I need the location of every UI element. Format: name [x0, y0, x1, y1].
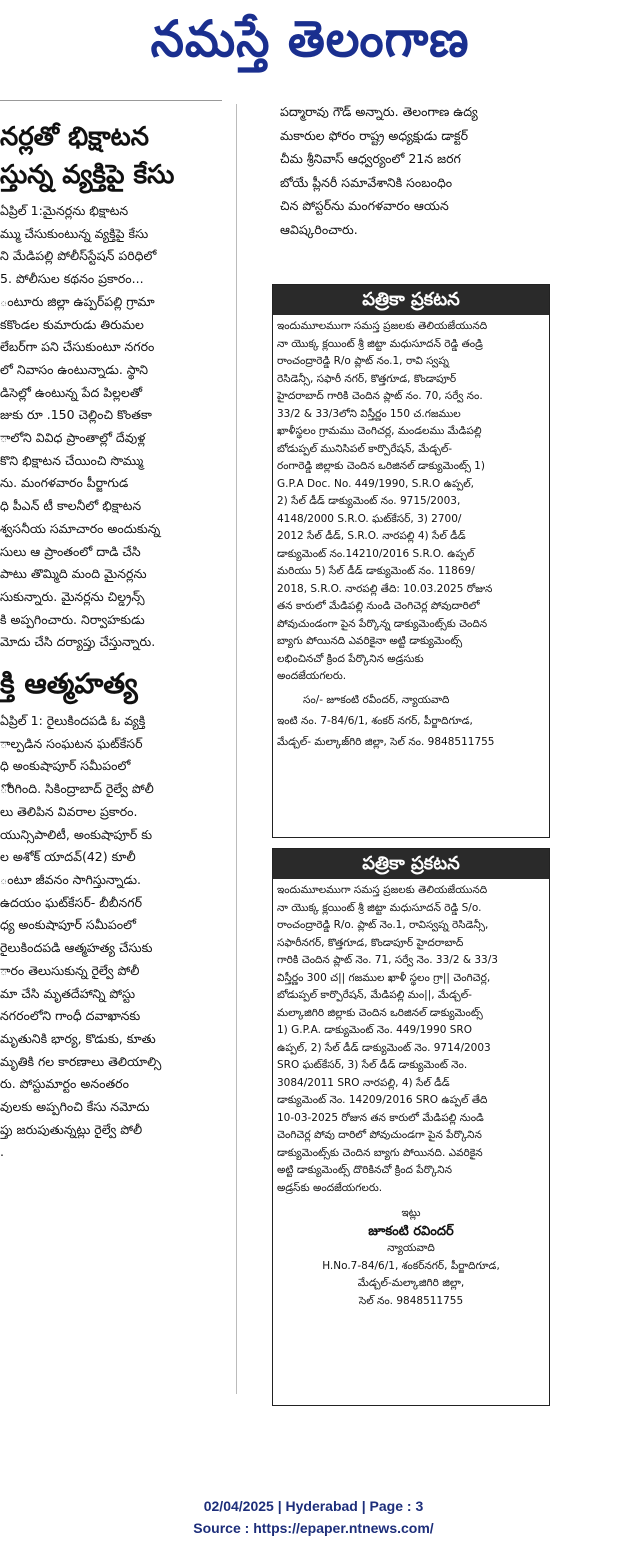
- notice-1-line: నా యొక్క క్లయింట్ శ్రీ జిట్టా మధుసూదన్ రెడ్డి తండ్రి: [277, 337, 483, 350]
- story1-line: ంటూరు జిల్లా ఉప్పర్‌పల్లి గ్రామా: [0, 293, 155, 309]
- story-2: [0, 710, 228, 1164]
- story2-line: మృతికి గల కారణాలు తెలియాల్సి: [0, 1053, 162, 1069]
- story1-line: ఏప్రిల్ 1:మైనర్లను భిక్షాటన: [0, 203, 129, 218]
- story2-line: వులకు అప్పగించి కేసు నమోదు: [0, 1099, 150, 1115]
- notice-1-line: రంగారెడ్డి జిల్లాకు చెందిన ఒరిజినల్ డాక్యుమెంట్స్ 1): [277, 460, 485, 472]
- headline-line-2: స్తున్న వ్యక్తిపై కేసు: [0, 160, 175, 190]
- notice-1-line: మరియు 5) సేల్ డీడ్ డాక్యుమెంట్ నం. 11869/: [277, 565, 475, 577]
- story2-line: యున్సిపాలిటీ, అంకుషాపూర్ కు: [0, 826, 153, 842]
- story1-line: కకొండల కుమారుడు తిరుమల: [0, 316, 144, 332]
- notice-2-line: చెంగిచెర్ల పోవు దారిలో పోవుచుండగా పైన పేర్కొనిన: [277, 1129, 482, 1141]
- notice-1-line: 4148/2000 S.R.O. ఘట్‌కేసర్, 3) 2700/: [277, 512, 462, 525]
- story2-line: ధి అంకుషాపూర్ సమీపంలో: [0, 758, 131, 774]
- story1-line: ధి పీఎన్ టీ కాలనీలో భిక్షాటన: [0, 498, 142, 514]
- story2-line: రు. పోస్టుమార్టం అనంతరం: [0, 1076, 129, 1092]
- story1-line: మోదు చేసి దర్యాప్తు చేస్తున్నారు.: [0, 634, 156, 650]
- notice-1-line: హైదరాబాద్ గారికి చెందిన ప్లాట్ నం. 70, సర్వే నం.: [277, 390, 483, 402]
- notice-2-line: అట్టి డాక్యుమెంట్స్ దొరికినచో క్రింద పేర్కొనిన: [277, 1164, 453, 1176]
- story1-line: శ్వసనీయ సమాచారం అందుకున్న: [0, 520, 161, 536]
- notice-1-address-1: ఇంటి నం. 7-84/6/1, శంకర్ నగర్, పీర్జాదిగూడ,: [277, 715, 473, 727]
- notice-1-line: 2012 సేల్ డీడ్, S.R.O. నారపల్లి 4) సేల్ డీడ్: [277, 530, 466, 542]
- notice-2-line: 3084/2011 SRO నారపల్లి, 4) సేల్ డీడ్: [277, 1076, 450, 1089]
- story1-line: పాటు తొమ్మిది మంది మైనర్లను: [0, 566, 147, 582]
- notice-1-title: పత్రికా ప్రకటన: [273, 285, 549, 315]
- notice-1-line: G.P.A Doc. No. 449/1990, S.R.O ఉప్పల్,: [277, 477, 475, 490]
- notice-2-line: డాక్యుమెంట్ నెం. 14209/2016 SRO ఉప్పల్ తేది: [277, 1094, 488, 1106]
- right-column-story: [280, 100, 560, 241]
- story2-line: నగరంలోని గాంధీ దవాఖానకు: [0, 1008, 141, 1024]
- headline-line-1: నర్లతో భిక్షాటన: [0, 122, 150, 152]
- story1-line: జుకు రూ .150 చెల్లించి కొంతకా: [0, 407, 152, 423]
- notice-1-line: బ్యాగు పోయినది ఎవరికైనా అట్టి డాక్యుమెంట్స్: [277, 635, 463, 647]
- right-story-line: ఆవిష్కరించారు.: [280, 221, 358, 237]
- public-notice-2: [272, 848, 550, 1406]
- story1-line: ని మేడిపల్లి పోలీస్‌స్టేషన్ పరిధిలో: [0, 248, 157, 264]
- notice-2-line: మల్కాజిగిరి జిల్లాకు చెందిన ఒరిజినల్ డాక్యుమెంట్స్: [277, 1006, 483, 1019]
- column-divider: [236, 104, 237, 1394]
- notice-1-line: డాక్యుమెంట్ నం.14210/2016 S.R.O. ఉప్పల్: [277, 547, 475, 560]
- notice-1-address-2: మేడ్చల్- మల్కాజ్‌గిరి జిల్లా, సెల్ నం. 9848511755: [277, 735, 495, 748]
- notice-1-line: 2018, S.R.O. నారపల్లి తేది: 10.03.2025 రోజున: [277, 582, 493, 595]
- right-story-line: పద్మారావు గౌడ్ అన్నారు. తెలంగాణ ఉద్య: [280, 104, 478, 119]
- notice-1-body: [273, 315, 549, 755]
- story1-line: లేబర్‌గా పని చేసుకుంటూ నగరం: [0, 339, 155, 355]
- story1-line: సుకున్నారు. మైనర్లను చిల్డ్రన్స్: [0, 588, 145, 604]
- right-story-line: బోయే ప్లీనరీ సమావేశానికి సంబంధిం: [280, 174, 453, 190]
- story2-line: ోరిగింది. సికింద్రాబాద్ రైల్వే పోలీ: [0, 781, 154, 797]
- notice-1-line: అందజేయగలరు.: [277, 670, 347, 682]
- story1-line: ను. మంగళవారం పీర్జాగుడ: [0, 475, 129, 491]
- story1-line: 5. పోలీసుల కథనం ప్రకారం...: [0, 271, 144, 287]
- notice-1-line: లభించినచో క్రింద పేర్కొనిన అడ్రసుకు: [277, 652, 424, 665]
- footer-dateline: 02/04/2025 | Hyderabad | Page : 3: [203, 1498, 424, 1514]
- notice-2-line: 1) G.P.A. డాక్యుమెంట్ నెం. 449/1990 SRO: [277, 1024, 472, 1036]
- story1-line: లో నివాసం ఉంటున్నాడు. స్థాని: [0, 361, 149, 377]
- notice-2-line: గారికి చెందిన ప్లాట్ నెం. 71, సర్వే నెం. 33/2 & 33/3: [277, 954, 498, 966]
- notice-2-signer-name: జూకంటి రవిందర్: [368, 1223, 454, 1239]
- notice-2-address-1: H.No.7-84/6/1, శంకర్‌నగర్, పీర్జాదిగూడ,: [322, 1259, 500, 1272]
- masthead-logo: నమస్తే తెలంగాణ: [150, 10, 470, 68]
- notice-1-line: రాంచంద్రారెడ్డి R/o ప్లాట్ నం.1, రావి స్వప్న: [277, 355, 449, 367]
- story2-line: .: [0, 1144, 4, 1160]
- story1-line: కొని భిక్షాటన చేయించి సొమ్ము: [0, 452, 144, 468]
- notice-1-signer: సం/- జూకంటి రవీందర్, న్యాయవాది: [303, 693, 450, 706]
- story1-line: కి అప్పగించారు. నిర్వాహకుడు: [0, 611, 145, 627]
- notice-2-line: నా యొక్క క్లయింట్ శ్రీ జిట్టా మధుసూదన్ రెడ్డి S/o.: [277, 901, 482, 914]
- story2-line: ారం తెలుసుకున్న రైల్వే పోలీ: [0, 962, 140, 978]
- story2-line: ప్తు జరుపుతున్నట్లు రైల్వే పోలీ: [0, 1121, 143, 1137]
- notice-2-body: [273, 879, 549, 1314]
- notice-2-line: విస్తీర్ణం 300 చ|| గజముల ఖాళీ స్థలం గ్రా|| చెంగిచెర్ల,: [277, 971, 491, 984]
- footer-source[interactable]: Source : https://epaper.ntnews.com/: [193, 1520, 434, 1536]
- notice-2-line: 10-03-2025 రోజున తన కారులో మేడిపల్లి నుండి: [277, 1111, 484, 1124]
- story2-line: ంటూ జీవనం సాగిస్తున్నాడు.: [0, 871, 142, 887]
- notice-2-signer-title: న్యాయవాది: [387, 1242, 435, 1254]
- right-story-line: చీమ శ్రీనివాస్ ఆధ్వర్యంలో 21న జరగ: [280, 151, 461, 166]
- story2-line: మా చేసి మృతదేహాన్ని పోస్టు: [0, 985, 136, 1001]
- notice-1-line: పోవుచుండంగా పైన పేర్కొన్న డాక్యుమెంట్స్‌కు చెందిన: [277, 617, 488, 630]
- story1-line: మ్ము చేసుకుంటున్న వ్యక్తిపై కేసు: [0, 225, 149, 241]
- notice-2-line: ఉప్పల్, 2) సేల్ డీడ్ డాక్యుమెంట్ నెం. 9714/2003: [277, 1041, 491, 1054]
- notice-2-line: సఫారీనగర్, కొత్తగూడ, కొండాపూర్ హైదరాబాద్: [277, 936, 464, 949]
- story-1: [0, 200, 228, 654]
- notice-2-sign-itlu: ఇట్లు: [401, 1207, 421, 1219]
- left-column: [0, 118, 228, 1418]
- story1-line: డిసెల్లో ఉంటున్న పేద పిల్లలతో: [0, 384, 143, 400]
- public-notice-1: [272, 284, 550, 838]
- story2-line: ాల్పడిన సంఘటన ఘట్‌కేసర్: [0, 735, 143, 751]
- top-rule: [0, 100, 222, 101]
- right-story-line: చిన పోస్టర్‌ను మంగళవారం ఆయన: [280, 198, 449, 213]
- story1-line: సులు ఆ ప్రాంతంలో దాడి చేసి: [0, 543, 141, 559]
- notice-1-line: ఖాళీస్థలం గ్రామము చెంగిచర్ల, మండలము మేడిపల్లి: [277, 425, 482, 437]
- story2-line: ఉదయం ఘట్‌కేసర్- బీబీనగర్: [0, 894, 143, 910]
- right-story-line: మకారుల ఫోరం రాష్ట్ర అధ్యక్షుడు డాక్టర్: [280, 127, 468, 143]
- notice-2-line: ఇందుమూలముగా సమస్త ప్రజలకు తెలియజేయునది: [277, 884, 488, 896]
- story2-line: ఏప్రిల్ 1: రైలుకిందపడి ఓ వ్యక్తి: [0, 713, 146, 729]
- notice-2-title: పత్రికా ప్రకటన: [273, 849, 549, 879]
- notice-1-line: బోడుప్పల్ మునిసిపల్ కార్పొరేషన్, మేడ్చల్-: [277, 442, 453, 455]
- story2-line: రైలుకిందపడి ఆత్మహత్య చేసుకు: [0, 940, 153, 956]
- notice-2-line: అడ్రస్‌కు అందజేయగలరు.: [277, 1181, 383, 1194]
- notice-2-line: రాంచంద్రారెడ్డి R/o. ప్లాట్ నెం.1, రావిస్వప్న రెసిడెన్సీ,: [277, 919, 489, 931]
- story2-line: మృతునికి భార్య, కొడుకు, కూతు: [0, 1030, 156, 1046]
- notice-1-line: ఇందుమూలముగా సమస్త ప్రజలకు తెలియజేయునది: [277, 320, 488, 332]
- story2-line: లు తెలిపిన వివరాల ప్రకారం.: [0, 803, 138, 819]
- story2-line: ల అశోక్ యాదవ్(42) కూలీ: [0, 849, 136, 865]
- story2-line: ధ్య అంకుషాపూర్ సమీపంలో: [0, 917, 136, 933]
- notice-2-address-2: మేడ్చల్-మల్కాజిగిరి జిల్లా,: [357, 1277, 465, 1289]
- notice-2-line: డాక్యుమెంట్స్‌కు చెందిన బ్యాగు పోయినది. ఎవరికైన: [277, 1146, 483, 1159]
- notice-2-line: SRO ఘట్‌కేసర్, 3) సేల్ డీడ్ డాక్యుమెంట్ నెం.: [277, 1059, 468, 1071]
- notice-1-line: 2) సేల్ డీడ్ డాక్యుమెంట్ నం. 9715/2003,: [277, 495, 461, 507]
- notice-2-line: బోడుప్పల్ కార్పొరేషన్, మేడిపల్లి మం||, మేడ్చల్-: [277, 989, 472, 1001]
- story1-line: ాలోని వివిధ ప్రాంతాల్లో దేవుళ్ల: [0, 430, 146, 446]
- notice-2-phone: సెల్ నం. 9848511755: [358, 1294, 464, 1307]
- notice-1-line: తన కారులో మేడిపల్లి నుండి చెంగిచెర్ల పోవుదారిలో: [277, 600, 480, 612]
- notice-1-line: 33/2 & 33/3లోని విస్తీర్ణం 150 చ.గజముల: [277, 407, 461, 420]
- notice-1-line: రెసిడెన్సీ, సఫారీ నగర్, కొత్తగూడ, కొండాపూర్: [277, 372, 457, 385]
- headline-2: క్తి ఆత్మహత్య: [0, 667, 138, 701]
